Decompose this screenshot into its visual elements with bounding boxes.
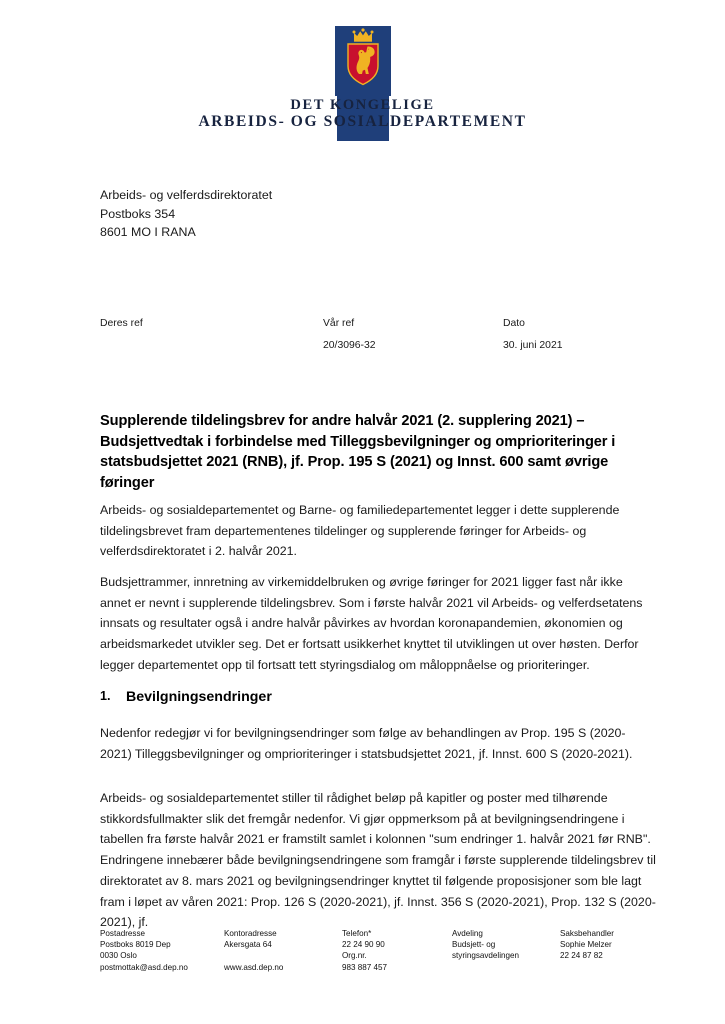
footer-c2-line2: Akersgata 64 (224, 940, 272, 950)
var-ref-label: Vår ref (323, 318, 355, 329)
var-ref-value: 20/3096-32 (323, 340, 376, 351)
dato-value: 30. juni 2021 (503, 340, 563, 351)
addressee-name: Arbeids- og velferdsdirektoratet (100, 188, 273, 202)
footer-c2-heading: Kontoradresse (224, 929, 277, 938)
footer-c4-heading: Avdeling (452, 929, 483, 938)
paragraph-intro: Arbeids- og sosialdepartementet og Barne- og familiedepartementet legger i dette supplerende tildelingsbrevet fram departementenes tildelinger og supplerende føringer for Arbeids- og velferdsdirektoratet i 2. halvår 2021. (100, 503, 620, 559)
section-number: 1. (100, 689, 111, 703)
footer-col-telefon (342, 928, 452, 973)
section-title: Bevilgningsendringer (126, 689, 272, 705)
footer-c4-line3: styringsavdelingen (452, 951, 520, 961)
footer-c3-orgnr-label: Org.nr. (342, 951, 367, 961)
section-heading-1 (100, 689, 656, 705)
addressee-block (100, 186, 272, 242)
footer-c5-heading: Saksbehandler (560, 929, 614, 938)
footer-c1-line3: 0030 Oslo (100, 951, 137, 961)
footer-c3-heading: Telefon* (342, 929, 372, 938)
footer-c1-line2: Postboks 8019 Dep (100, 940, 171, 950)
dato-label: Dato (503, 318, 525, 329)
letterhead-line-2: ARBEIDS- OG SOSIALDEPARTEMENT (198, 113, 527, 131)
addressee-city: 8601 MO I RANA (100, 225, 196, 240)
footer-c2-line3 (224, 950, 334, 961)
footer-c3-orgnr-value: 983 887 457 (342, 962, 388, 972)
footer-c4-line2: Budsjett- og (452, 940, 496, 950)
footer-c4-line4 (452, 962, 552, 973)
page-footer (100, 928, 656, 973)
footer-c5-line4 (560, 962, 648, 973)
footer-c3-phone: 22 24 90 90 (342, 940, 385, 950)
footer-col-avdeling (452, 928, 560, 973)
paragraph-section-intro: Nedenfor redegjør vi for bevilgningsendringer som følge av behandlingen av Prop. 195 S (2020-2021) Tilleggsbevilgninger og omprioriteringer i statsbudsjettet 2021, jf. Innst. 600 S (2020-2021). (100, 726, 633, 761)
deres-ref-value (100, 340, 323, 356)
footer-c5-name: Sophie Melzer (560, 940, 612, 950)
footer-c1-heading: Postadresse (100, 929, 145, 938)
coat-of-arms (253, 26, 473, 96)
letterhead-title-block (183, 97, 543, 131)
letterhead-line-1: DET KONGELIGE (290, 97, 435, 113)
reference-row (100, 318, 655, 356)
norway-coat-of-arms-icon (335, 26, 391, 96)
deres-ref-label: Deres ref (100, 318, 143, 329)
addressee-postbox: Postboks 354 (100, 206, 176, 221)
paragraph-allocations: Arbeids- og sosialdepartementet stiller til rådighet beløp på kapitler og poster med tilhørende stikkordsfullmakter slik det fremgår nedenfor. Vi gjør oppmerksom på at bevilgningsendringene i tabellen fra første halvår 2021 er framstilt samlet i kolonnen "sum endringer 1. halvår 2021 før RNB". Endringene innebærer både bevilgningsendringene som framgår i første supplerende tildelingsbrev til direktoratet av 8. mars 2021 og bevilgningsendringer knyttet til følgende proposisjoner som ble lagt fram i løpet av våren 2021: Prop. 126 S (2020-2021), jf. Innst. 356 S (2020-2021), Prop. 132 S (2020-2021), jf. (100, 791, 656, 930)
footer-c5-phone: 22 24 87 82 (560, 951, 603, 961)
footer-c1-email[interactable]: postmottak@asd.dep.no (100, 962, 188, 972)
page-title: Supplerende tildelingsbrev for andre halvår 2021 (2. supplering 2021) – Budsjettvedtak i forbindelse med Tilleggsbevilgninger og omprioriteringer i statsbudsjettet 2021 (RNB), jf. Prop. 195 S (2021) og Innst. 600 samt øvrige føringer (100, 413, 616, 491)
letterhead (0, 26, 725, 140)
paragraph-budget-frames: Budsjettrammer, innretning av virkemiddelbruken og øvrige føringer for 2021 ligger fast når ikke annet er nevnt i supplerende tildelingsbrev. Som i første halvår 2021 vil Arbeids- og velferdsetatens innsats og resultater også i andre halvår påvirkes av hvordan koronapandemien, økonomien og arbeidsmarkedet utvikler seg. Det er fortsatt usikkerhet knyttet til utviklingen ut over høsten. Derfor legger departementet opp til fortsatt tett styringsdialog om måloppnåelse og prioriteringer. (100, 575, 643, 672)
footer-c2-website[interactable]: www.asd.dep.no (224, 962, 284, 972)
footer-col-postadresse (100, 928, 224, 973)
footer-col-kontoradresse (224, 928, 342, 973)
footer-col-saksbehandler (560, 928, 656, 973)
